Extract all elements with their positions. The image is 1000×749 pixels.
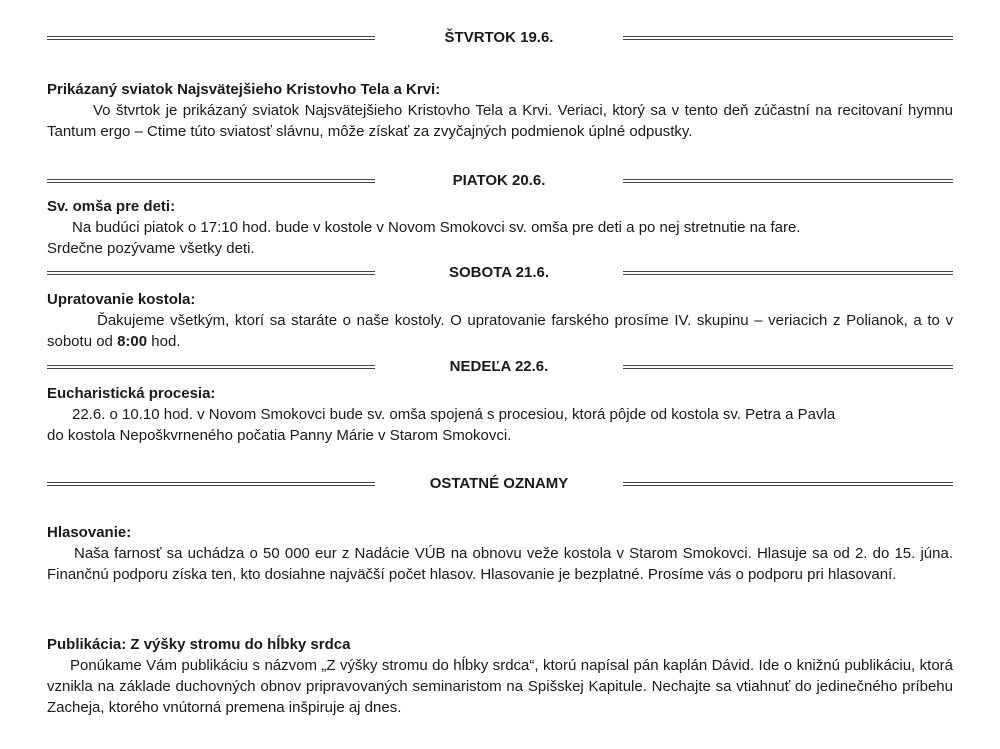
notice-friday <box>47 196 953 259</box>
section-divider-friday <box>47 170 953 192</box>
notice-text: Ponúkame Vám publikáciu s názvom „Z výšky stromu do hĺbky srdca“, ktorú napísal pán kaplán Dávid. Ide o knižnú publikáciu, ktorá vznikla na základe duchovných obnov pripravovaných seminaristom na Spišskej Kapitule. Nechajte sa vtiahnuť do jedinečného príbehu Zacheja, ktorého vnútorná premena inšpiruje aj dnes. <box>47 657 953 716</box>
divider-rule-right <box>623 271 953 275</box>
section-divider-sunday <box>47 356 953 378</box>
divider-rule-left <box>47 365 375 369</box>
notice-text-line1: Na budúci piatok o 17:10 hod. bude v kostole v Novom Smokovci sv. omša pre deti a po nej stretnutie na fare. <box>72 219 801 236</box>
divider-rule-left <box>47 179 375 183</box>
notice-heading: Upratovanie kostola: <box>47 291 196 308</box>
notice-text: Vo štvrtok je prikázaný sviatok Najsvätejšieho Kristovho Tela a Krvi. Veriaci, ktorý sa v tento deň zúčastní na recitovaní hymnu Tantum ergo – Ctime túto sviatosť slávnu, môže získať za zvyčajných podmienok úplné odpustky. <box>47 102 953 140</box>
notice-publication <box>47 634 953 718</box>
section-title-friday: PIATOK 20.6. <box>452 172 546 189</box>
notice-text-line2: Srdečne pozývame všetky deti. <box>47 240 255 257</box>
notice-thursday <box>47 79 953 142</box>
notice-heading: Eucharistická procesia: <box>47 385 216 402</box>
notice-heading: Publikácia: Z výšky stromu do hĺbky srdca <box>47 636 351 653</box>
divider-rule-left <box>47 271 375 275</box>
section-divider-thursday <box>47 27 953 49</box>
notice-text-main: Ďakujeme všetkým, ktorí sa staráte o naše kostoly. O upratovanie farského prosíme IV. skupinu – veriacich z Polianok, a to v sobotu od <box>47 312 953 350</box>
notice-voting <box>47 522 953 585</box>
section-divider-other <box>47 473 953 495</box>
notice-time: 8:00 <box>117 333 148 350</box>
divider-rule-right <box>623 179 953 183</box>
notice-text-line1: 22.6. o 10.10 hod. v Novom Smokovci bude sv. omša spojená s procesiou, ktorá pôjde od kostola sv. Petra a Pavla <box>72 406 836 423</box>
notice-text-end: hod. <box>151 333 181 350</box>
notice-saturday <box>47 289 953 352</box>
notice-text <box>47 310 953 352</box>
notice-heading: Prikázaný sviatok Najsvätejšieho Kristovho Tela a Krvi: <box>47 81 441 98</box>
divider-rule-right <box>623 36 953 40</box>
notice-heading: Hlasovanie: <box>47 524 132 541</box>
section-divider-saturday <box>47 262 953 284</box>
section-title-other: OSTATNÉ OZNAMY <box>429 475 569 492</box>
section-title-sunday: NEDEĽA 22.6. <box>449 358 549 375</box>
notice-heading: Sv. omša pre deti: <box>47 198 176 215</box>
section-title-saturday: SOBOTA 21.6. <box>448 264 550 281</box>
divider-rule-left <box>47 482 375 486</box>
divider-rule-left <box>47 36 375 40</box>
section-title-thursday: ŠTVRTOK 19.6. <box>444 29 554 46</box>
notice-sunday <box>47 383 953 446</box>
divider-rule-right <box>623 365 953 369</box>
divider-rule-right <box>623 482 953 486</box>
notice-text-line2: do kostola Nepoškvrneného počatia Panny Márie v Starom Smokovci. <box>47 427 512 444</box>
notice-text: Naša farnosť sa uchádza o 50 000 eur z Nadácie VÚB na obnovu veže kostola v Starom Smokovci. Hlasuje sa od 2. do 15. júna. Finančnú podporu získa ten, kto dosiahne najväčší počet hlasov. Hlasovanie je bezplatné. Prosíme vás o podporu pri hlasovaní. <box>47 545 953 583</box>
